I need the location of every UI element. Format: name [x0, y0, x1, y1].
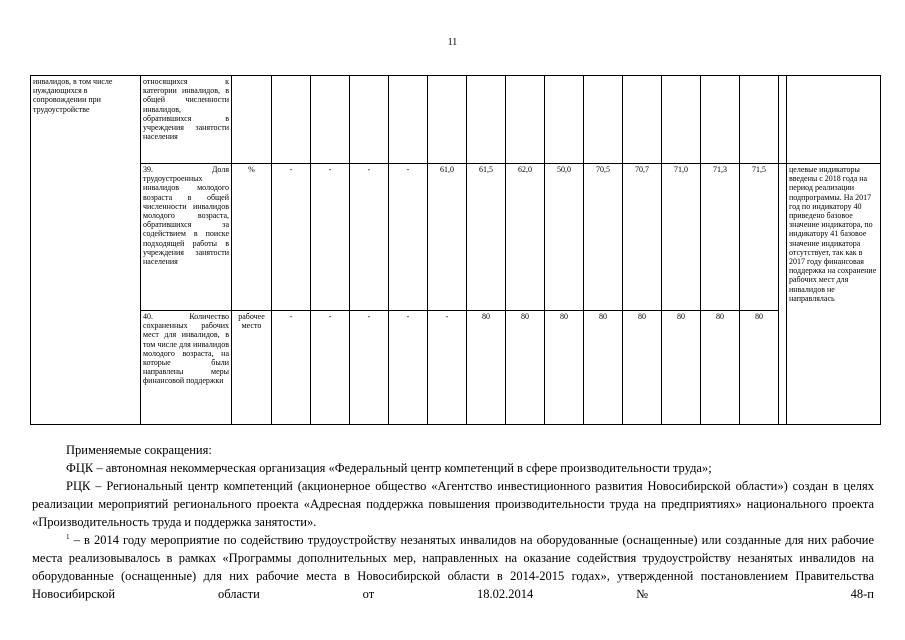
- value-cell: 80: [506, 311, 545, 425]
- note-cell: целевые индикаторы введены с 2018 года на период реализации подпрограммы. На 2017 год по индикатору 40 приведено базовое значение индикатора, по индикатору 41 базовое значение индикатора отсутствует, так как в 2017 году финансовая поддержка на сохранение рабочих мест для инвалидов не направлялась: [787, 164, 881, 425]
- value-cell: 80: [545, 311, 584, 425]
- value-cell: -: [389, 311, 428, 425]
- abbreviation-fck: ФЦК – автономная некоммерческая организация «Федеральный центр компетенций в сфере производительности труда»;: [66, 461, 712, 475]
- value-cell: 80: [701, 311, 740, 425]
- indicator-cell: относящихся к категории инвалидов, в общей численности инвалидов, обратившихся в учреждения занятости населения: [141, 76, 232, 164]
- page-number: 11: [447, 37, 458, 48]
- indicator-cell: 40. Количество сохраненных рабочих мест для инвалидов, в том числе для инвалидов молодого возраста, на которые были направлены меры финансовой поддержки: [141, 311, 232, 425]
- value-cell: 80: [740, 311, 779, 425]
- value-cell: 71,5: [740, 164, 779, 311]
- value-cell: 71,3: [701, 164, 740, 311]
- value-cell: 80: [623, 311, 662, 425]
- value-cell: -: [272, 311, 311, 425]
- value-cell: 70,7: [623, 164, 662, 311]
- value-cell: 50,0: [545, 164, 584, 311]
- value-cell: 80: [662, 311, 701, 425]
- value-cell: -: [350, 164, 389, 311]
- abbreviation-rck: РЦК – Региональный центр компетенций (акционерное общество «Агентство инвестиционного развития Новосибирской области») создан в целях реализации мероприятий регионального проекта «Адресная поддержка повышения производительности труда на предприятиях» национального проекта «Производительность труда и поддержка занятости».: [32, 479, 874, 529]
- value-cell: -: [311, 311, 350, 425]
- notes-section: [32, 441, 874, 603]
- value-cell: -: [311, 164, 350, 311]
- value-cell: 61,0: [428, 164, 467, 311]
- indicator-cell: 39. Доля трудоустроенных инвалидов молодого возраста в общей численности инвалидов молодого возраста, обратившихся за содействием в поиске подходящей работы в учреждения занятости населения: [141, 164, 232, 311]
- indicators-table: [30, 75, 881, 425]
- footnote-mark: 1: [66, 532, 70, 541]
- abbreviations-heading: Применяемые сокращения:: [66, 443, 212, 457]
- value-cell: 80: [467, 311, 506, 425]
- table-row: [31, 164, 881, 311]
- footnote-text: – в 2014 году мероприятие по содействию трудоустройству незанятых инвалидов на оборудованные (оснащенные) или созданные для них рабочие места реализовывалось в рамках «Программы дополнительных мер, направленных на оказание содействия трудоустройству незанятых инвалидов на оборудованные (оснащенные) для них рабочие места в Новосибирской области в 2014-2015 годах», утвержденной постановлением Правительства Новосибирской области от 18.02.2014 № 48-п: [32, 533, 874, 601]
- table-row: [31, 311, 881, 425]
- table-row: [31, 76, 881, 164]
- value-cell: -: [428, 311, 467, 425]
- unit-cell: рабочее место: [232, 311, 272, 425]
- value-cell: -: [389, 164, 428, 311]
- value-cell: 62,0: [506, 164, 545, 311]
- unit-cell: %: [232, 164, 272, 311]
- value-cell: -: [272, 164, 311, 311]
- value-cell: -: [350, 311, 389, 425]
- task-cell: инвалидов, в том числе нуждающихся в сопровождении при трудоустройстве: [31, 76, 141, 425]
- footnote: [32, 531, 874, 603]
- value-cell: 80: [584, 311, 623, 425]
- value-cell: 70,5: [584, 164, 623, 311]
- value-cell: 61,5: [467, 164, 506, 311]
- value-cell: 71,0: [662, 164, 701, 311]
